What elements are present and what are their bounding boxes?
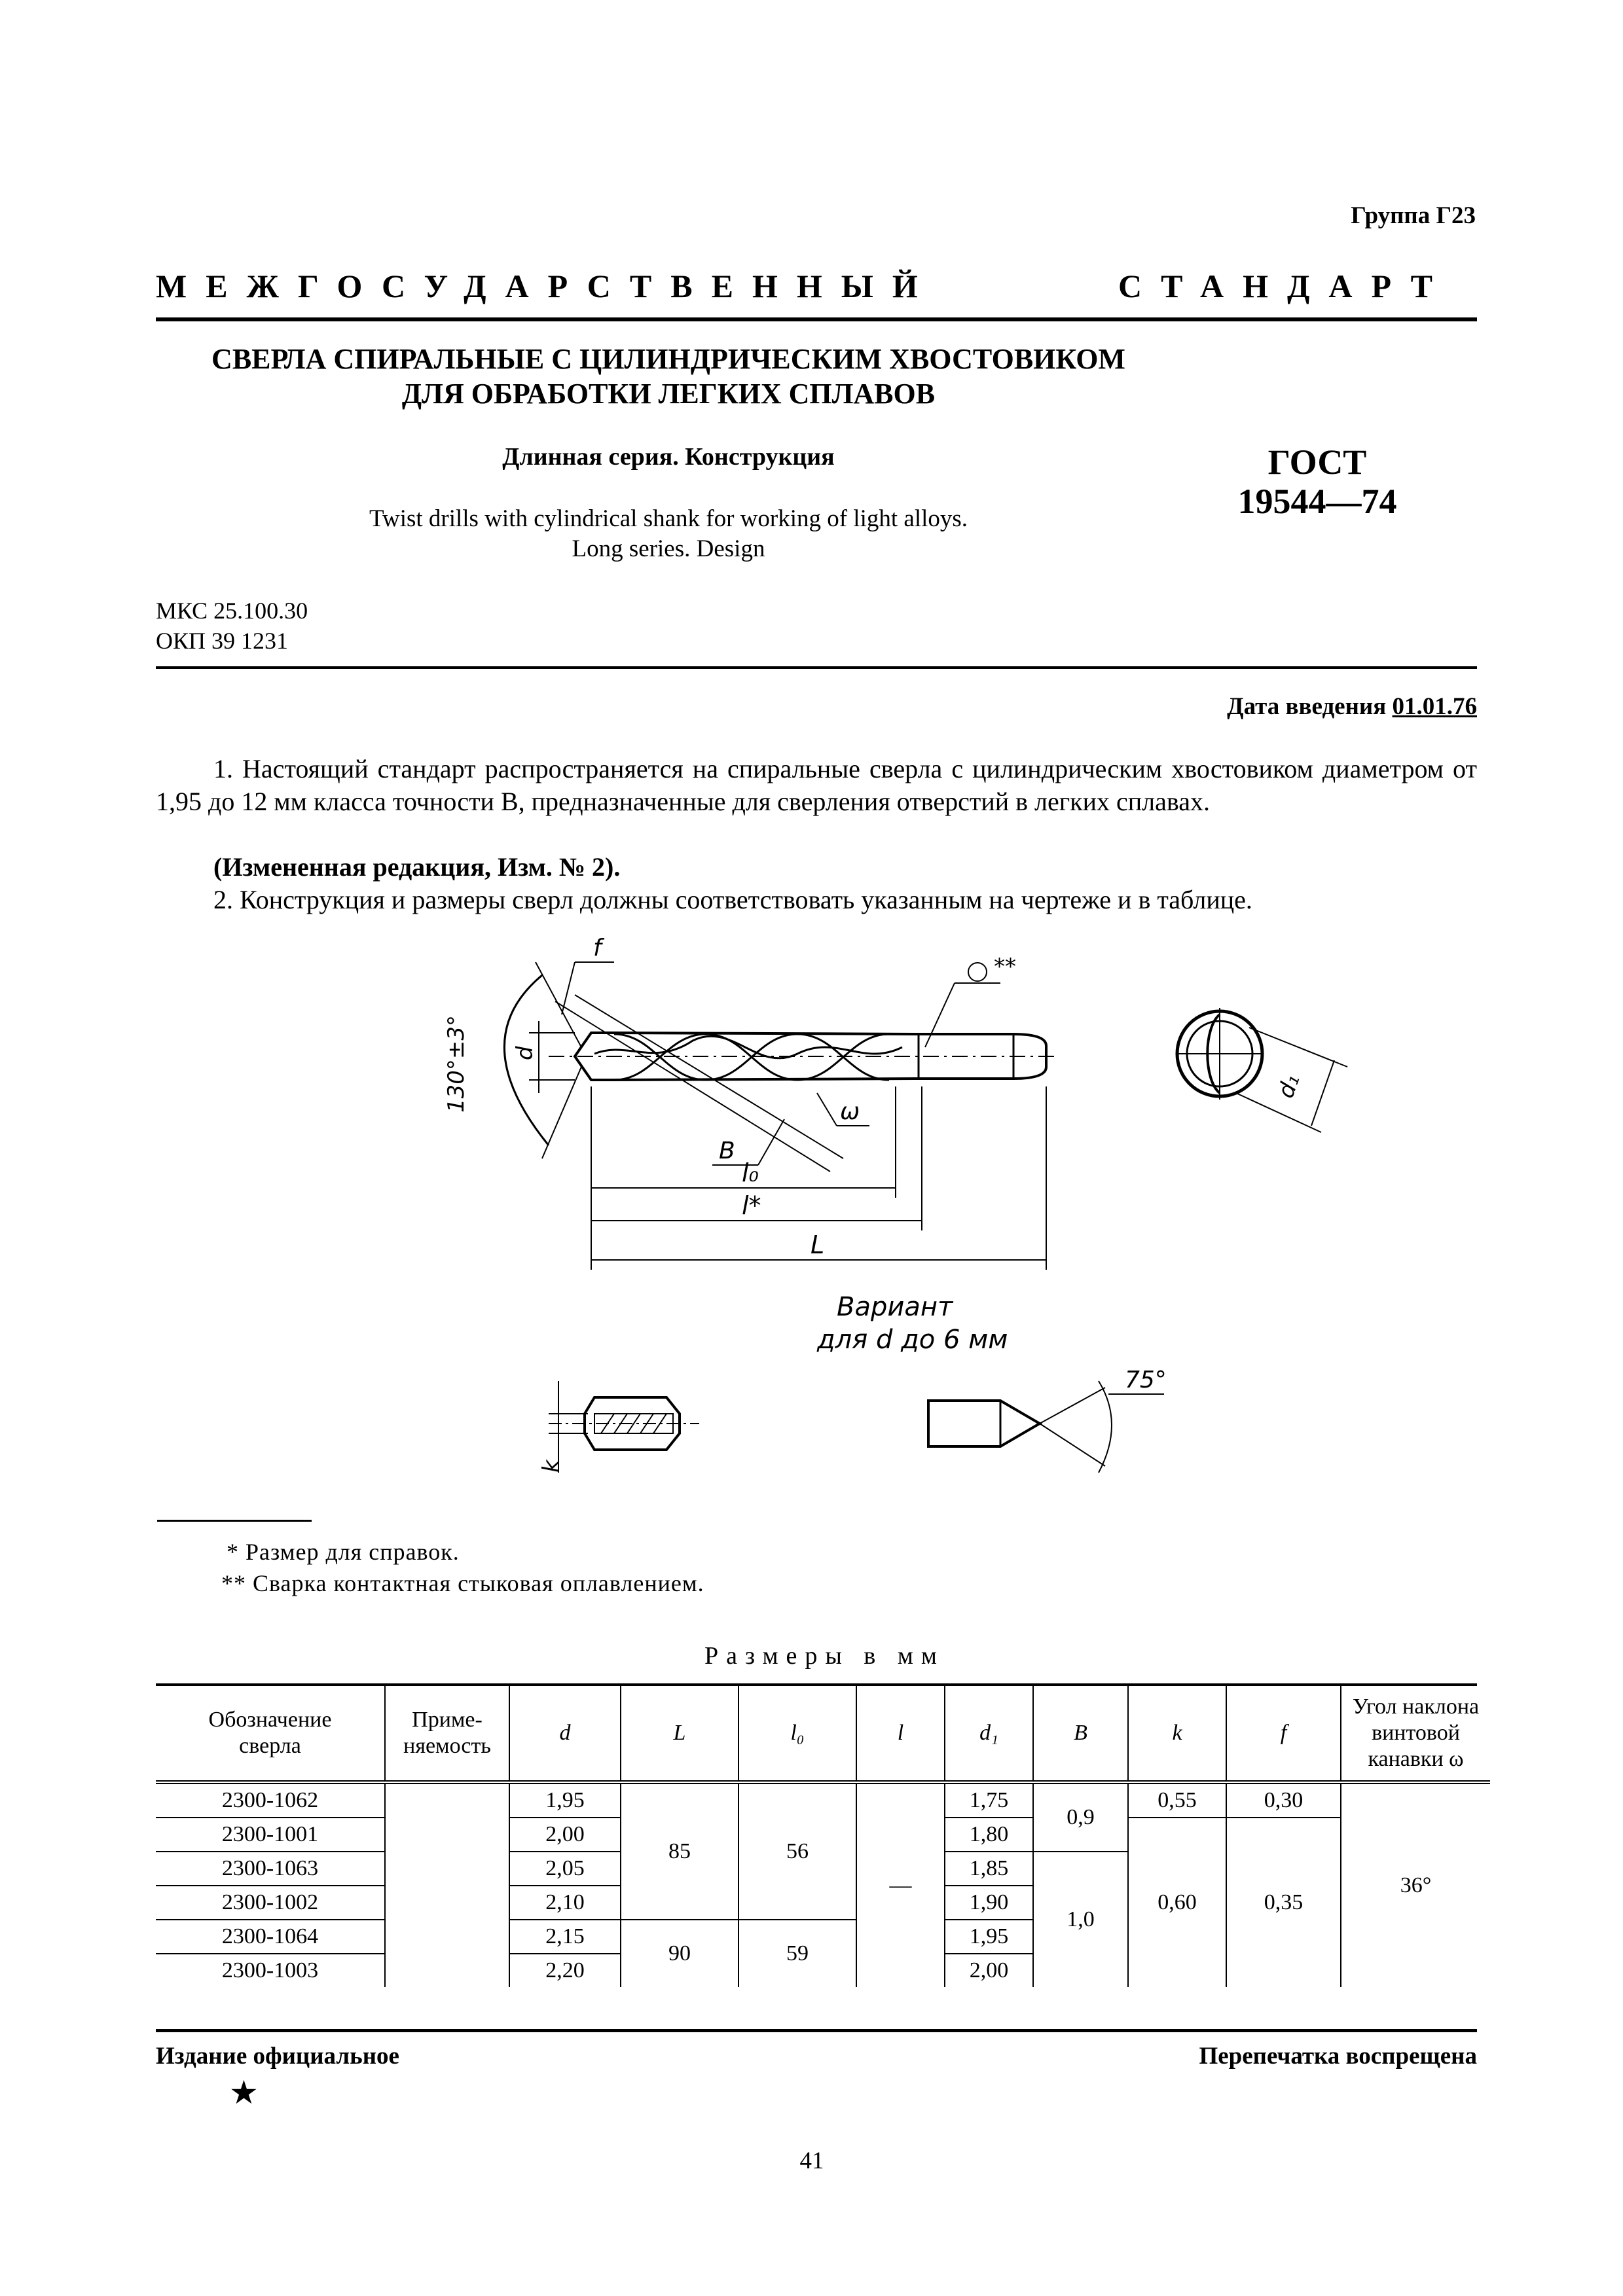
english-title-line-1: Twist drills with cylindrical shank for working of light alloys. — [369, 505, 968, 532]
dim-f-label: f — [593, 936, 602, 961]
row-d: 2,15 — [509, 1920, 621, 1954]
weld-mark-label: ** — [994, 954, 1016, 980]
dim-k-label: k — [538, 1460, 564, 1473]
row-designation: 2300-1064 — [156, 1920, 385, 1954]
header-applicability: Приме- няемость — [385, 1685, 509, 1782]
row-designation: 2300-1002 — [156, 1886, 385, 1920]
document-title — [156, 342, 1181, 411]
amendment-note: (Измененная редакция, Изм. № 2). — [213, 852, 621, 882]
date-value: 01.01.76 — [1392, 693, 1477, 720]
drill-end-view — [1177, 1008, 1347, 1132]
header-L: L — [621, 1685, 739, 1782]
footnote-1: * Размер для справок. — [227, 1539, 460, 1565]
mks-code: МКС 25.100.30 — [156, 598, 308, 624]
codes-rule — [156, 666, 1477, 669]
header-rule — [156, 317, 1477, 321]
row-d1: 1,95 — [945, 1920, 1033, 1954]
cell-angle-36: 36° — [1341, 1782, 1490, 1987]
table-header-row — [156, 1685, 1490, 1782]
cell-B-10: 1,0 — [1033, 1852, 1128, 1987]
row-designation: 2300-1062 — [156, 1782, 385, 1818]
row-d1: 2,00 — [945, 1954, 1033, 1987]
standard-type-left: МЕЖГОСУДАРСТВЕННЫЙ — [156, 268, 937, 304]
dim-d-label: d — [512, 1046, 538, 1060]
paragraph-1: 1. Настоящий стандарт распространяется на спиральные сверла с цилиндрическим хвостовиком диаметром от 1,95 до 12 мм класса точности B, предназначенные для сверления отверстий в легких сплавах. — [156, 754, 1477, 816]
cell-l-dash: — — [856, 1782, 945, 1987]
cell-B-09: 0,9 — [1033, 1782, 1128, 1852]
cell-l0-59: 59 — [739, 1920, 856, 1987]
row-d: 2,20 — [509, 1954, 621, 1987]
header-l: l — [856, 1685, 945, 1782]
header-B: B — [1033, 1685, 1128, 1782]
row-designation: 2300-1003 — [221, 1958, 319, 1982]
variant-line-2: для d до 6 мм — [817, 1325, 1008, 1355]
paragraph-2: 2. Конструкция и размеры сверл должны соответствовать указанным на чертеже и в таблице. — [213, 885, 1252, 914]
variant-point-detail — [928, 1367, 1167, 1473]
dim-l0-label: l₀ — [742, 1158, 759, 1187]
table-row — [156, 1782, 1490, 1818]
cell-l0-56: 56 — [739, 1782, 856, 1920]
row-d: 2,05 — [509, 1852, 621, 1886]
footnote-2: ** Сварка контактная стыковая оплавлением. — [221, 1570, 704, 1596]
reprint-prohibited-label: Перепечатка воспрещена — [1199, 2043, 1477, 2070]
point-angle-label: 130°±3° — [443, 1014, 469, 1113]
page-number: 41 — [799, 2147, 824, 2174]
title-line-1: СВЕРЛА СПИРАЛЬНЫЕ С ЦИЛИНДРИЧЕСКИМ ХВОСТОВИКОМ — [211, 343, 1125, 375]
header-f: f — [1226, 1685, 1341, 1782]
gost-number: 19544—74 — [1237, 482, 1397, 521]
document-subtitle: Длинная серия. Конструкция — [502, 443, 835, 471]
row-applicability — [385, 1782, 509, 1987]
dim-l-label: l* — [742, 1191, 761, 1220]
header-k: k — [1128, 1685, 1226, 1782]
gost-block — [1181, 442, 1453, 521]
cell-L-90: 90 — [621, 1920, 739, 1987]
variant-line-1: Вариант — [837, 1292, 953, 1322]
drill-drawing — [156, 936, 1477, 1538]
cell-L-85: 85 — [621, 1782, 739, 1920]
row-d: 1,95 — [509, 1782, 621, 1818]
footnote-rule — [157, 1520, 312, 1522]
dim-omega-label: ω — [840, 1098, 860, 1125]
title-line-2: ДЛЯ ОБРАБОТКИ ЛЕГКИХ СПЛАВОВ — [401, 378, 936, 410]
english-title — [156, 504, 1181, 564]
okp-code: ОКП 39 1231 — [156, 628, 289, 654]
cell-k-055: 0,55 — [1128, 1782, 1226, 1818]
cell-k-060: 0,60 — [1128, 1818, 1226, 1987]
row-d1: 1,90 — [945, 1886, 1033, 1920]
row-d: 2,00 — [509, 1818, 621, 1852]
header-l0: l₀ — [739, 1685, 856, 1782]
variant-k-detail — [538, 1381, 699, 1473]
dim-b-label: B — [719, 1138, 735, 1164]
star-icon: ★ — [229, 2074, 259, 2111]
row-d: 2,10 — [509, 1886, 621, 1920]
footer-rule — [156, 2029, 1477, 2032]
group-label: Группа Г23 — [1351, 202, 1476, 229]
drill-side-view — [549, 1033, 1059, 1080]
dimensions-table — [156, 1685, 1490, 1987]
row-d1: 1,75 — [945, 1782, 1033, 1818]
row-d1: 1,80 — [945, 1818, 1033, 1852]
table-caption: Размеры в мм — [704, 1642, 945, 1670]
cell-f-035: 0,35 — [1226, 1818, 1341, 1987]
dim-d1-label: d₁ — [1272, 1071, 1305, 1102]
header-designation: Обозначение сверла — [156, 1685, 385, 1782]
header-d: d — [509, 1685, 621, 1782]
official-edition-label: Издание официальное — [156, 2043, 399, 2070]
standard-type-right: СТАНДАРТ — [1118, 268, 1451, 304]
gost-label: ГОСТ — [1267, 442, 1367, 482]
header-angle: Угол наклона винтовой канавки ω — [1341, 1685, 1490, 1782]
row-d1: 1,85 — [945, 1852, 1033, 1886]
cell-f-030: 0,30 — [1226, 1782, 1341, 1818]
english-title-line-2: Long series. Design — [572, 535, 765, 562]
classification-codes — [156, 596, 308, 656]
row-designation: 2300-1001 — [156, 1818, 385, 1852]
date-label: Дата введения — [1227, 693, 1387, 720]
row-designation: 2300-1063 — [156, 1852, 385, 1886]
angle-75-label: 75° — [1125, 1367, 1167, 1393]
header-d1: d₁ — [945, 1685, 1033, 1782]
introduction-date — [982, 692, 1477, 721]
dim-L-label: L — [811, 1230, 825, 1259]
